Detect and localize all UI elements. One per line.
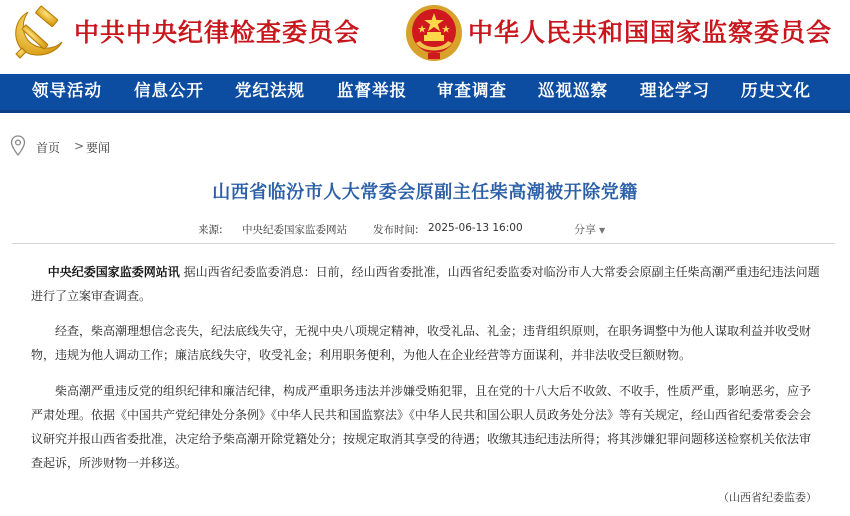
location-pin-icon <box>10 135 26 157</box>
source-label: 来源: <box>198 224 223 236</box>
nav-item-regulations[interactable]: 党纪法规 <box>235 81 305 100</box>
publish-time-value: 2025-06-13 16:00 <box>428 222 523 234</box>
publish-time-label: 发布时间: <box>373 224 419 236</box>
site-header <box>0 0 850 74</box>
national-supervisory-commission-title: 中华人民共和国国家监察委员会 <box>468 18 833 47</box>
article-source-footer: （山西省纪委监委） <box>718 491 817 504</box>
chevron-down-icon: ▼ <box>599 226 606 235</box>
nav-item-inspection[interactable]: 巡视巡察 <box>538 81 608 100</box>
source-value: 中央纪委国家监委网站 <box>242 224 347 236</box>
article-title: 山西省临汾市人大常委会原副主任柴高潮被开除党籍 <box>212 182 638 203</box>
nav-item-reporting[interactable]: 监督举报 <box>337 81 407 100</box>
article-lead: 中央纪委国家监委网站讯 <box>47 265 180 279</box>
article-paragraph: 柴高潮严重违反党的组织纪律和廉洁纪律，构成严重职务违法并涉嫌受贿犯罪，且在党的十八大后不收敛、不收手，性质严重，影响恶劣，应予严肃处理。依据《中国共产党纪律处分条例》《中华人民共和国监察法》《中华人民共和国公职人员政务处分法》等有关规定，经山西省纪委常委会会议研究并报山西省委批准，决定给予柴高潮开除党籍处分；按规定取消其享受的待遇；收缴其违纪违法所得；将其涉嫌犯罪问题移送检察机关依法审查起诉，所涉财物一并移送。 <box>31 384 812 470</box>
party-emblem-icon <box>10 4 70 62</box>
nav-item-history[interactable]: 历史文化 <box>741 81 811 100</box>
breadcrumb-separator: > <box>74 139 85 153</box>
breadcrumb-home-link[interactable]: 首页 <box>36 141 61 155</box>
national-emblem-icon <box>404 3 464 63</box>
breadcrumb-current-link[interactable]: 要闻 <box>86 141 111 155</box>
nav-item-theory[interactable]: 理论学习 <box>640 81 710 100</box>
article-paragraph <box>31 260 821 308</box>
title-divider <box>12 243 835 244</box>
paragraph-text: 据山西省纪委监委消息：日前，经山西省委批准，山西省纪委监委对临汾市人大常委会原副主任柴高潮严重违纪违法问题进行了立案审查调查。 <box>31 265 820 303</box>
nav-item-investigation[interactable]: 审查调查 <box>437 81 507 100</box>
article-paragraph: 经查，柴高潮理想信念丧失，纪法底线失守，无视中央八项规定精神，收受礼品、礼金；违背组织原则，在职务调整中为他人谋取利益并收受财物，违规为他人调动工作；廉洁底线失守，收受礼金；利用职务便利，为他人在企业经营等方面谋利，并非法收受巨额财物。 <box>31 324 812 362</box>
nav-item-disclosure[interactable]: 信息公开 <box>134 81 204 100</box>
share-button[interactable] <box>574 221 605 237</box>
share-label: 分享 <box>574 223 596 236</box>
nav-item-leadership[interactable]: 领导活动 <box>32 81 102 100</box>
main-nav <box>0 74 850 113</box>
cpc-discipline-commission-title: 中共中央纪律检查委员会 <box>74 18 361 47</box>
